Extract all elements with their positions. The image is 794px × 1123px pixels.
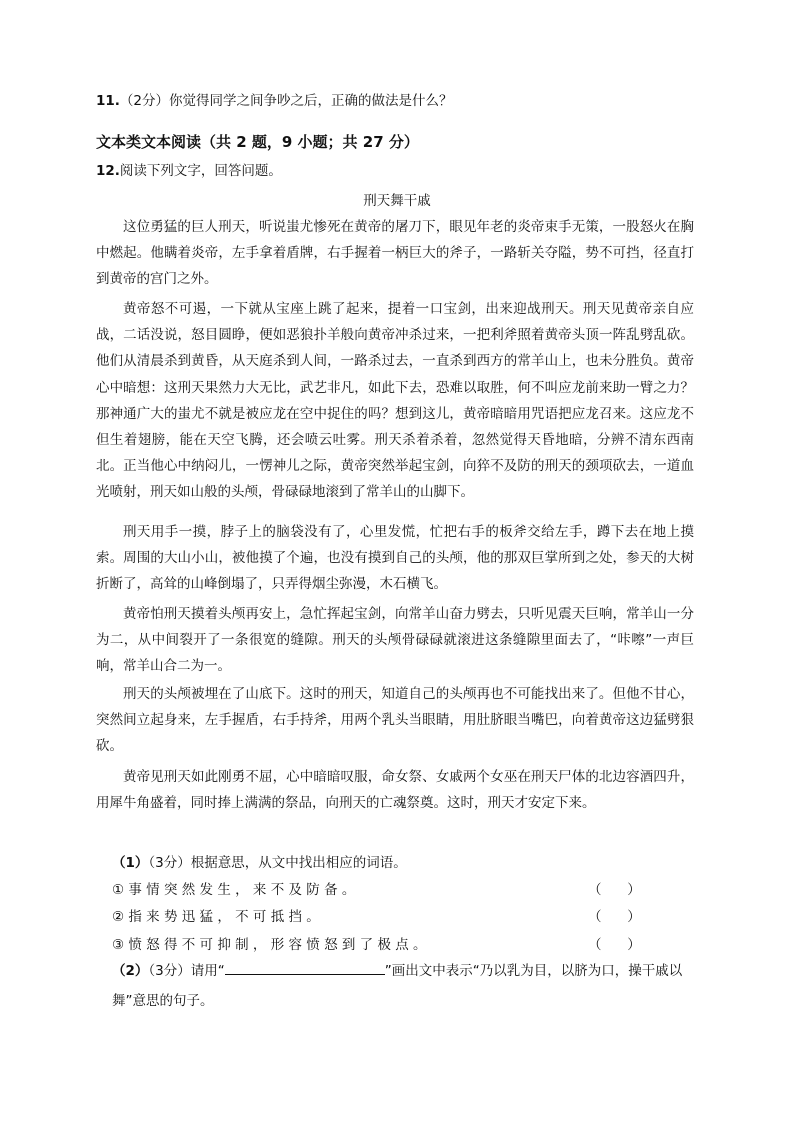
sub-question-2-text-after: ”画出文中表示“乃以乳为目，以脐为口，操干戚以舞”意思的句子。: [112, 963, 683, 1009]
question-12-instruction: 阅读下列文字，回答问题。: [119, 163, 282, 179]
section-heading: 文本类文本阅读（共 2 题，9 小题；共 27 分）: [96, 133, 419, 151]
question-12-number: 12.: [96, 163, 120, 179]
sub-question-1-text: （3分）根据意思，从文中找出相应的词语。: [148, 855, 407, 871]
question-11-text: （2分）你觉得同学之间争吵之后，正确的做法是什么？: [119, 93, 453, 109]
sub-question-2-text-before: （3分）请用“: [148, 963, 225, 979]
answer-blank-2[interactable]: （ ）: [588, 909, 641, 925]
sub-question-1-item-2: ② 指 来 势 迅 猛 ， 不 可 抵 挡 。: [112, 909, 320, 925]
sub-question-2: [112, 956, 694, 1016]
article-paragraph-5: 刑天的头颅被埋在了山底下。这时的刑天，知道自己的头颅再也不可能找出来了。但他不甘心，突然间立起身来，左手握盾，右手持斧，用两个乳头当眼睛，用肚脐眼当嘴巴，向着黄帝这边猛劈狠砍。: [96, 686, 694, 755]
question-11-number: 11.: [96, 93, 120, 109]
article-paragraph-2: 黄帝怒不可遏，一下就从宝座上跳了起来，提着一口宝剑，出来迎战刑天。刑天见黄帝亲自应战，二话没说，怒目圆睁，便如恶狼扑羊般向黄帝冲杀过来，一把利斧照着黄帝头顶一阵乱劈乱砍。他们从清晨杀到黄昏，从天庭杀到人间，一路杀过去，一直杀到西方的常羊山上，也未分胜负。黄帝心中暗想：这刑天果然力大无比，武艺非凡，如此下去，恐难以取胜，何不叫应龙前来助一臂之力？那神通广大的蚩尤不就是被应龙在空中捉住的吗？想到这儿，黄帝暗暗用咒语把应龙召来。这应龙不但生着翅膀，能在天空飞腾，还会喷云吐雾。刑天杀着杀着，忽然觉得天昏地暗，分辨不清东西南北。正当他心中纳闷儿，一愣神儿之际，黄帝突然举起宝剑，向猝不及防的刑天的颈项砍去，一道血光喷射，刑天如山般的头颅，骨碌碌地滚到了常羊山的山脚下。: [96, 301, 694, 501]
sub-question-1-item-1: ① 事 情 突 然 发 生 ， 来 不 及 防 备 。: [112, 882, 356, 898]
sub-question-1-item-3: ③ 愤 怒 得 不 可 抑 制 ， 形 容 愤 怒 到 了 极 点 。: [112, 937, 427, 953]
underline-sample: [225, 962, 385, 975]
article-paragraph-1: 这位勇猛的巨人刑天，听说蚩尤惨死在黄帝的屠刀下，眼见年老的炎帝束手无策，一股怒火在胸中燃起。他瞒着炎帝，左手拿着盾牌，右手握着一柄巨大的斧子，一路斩关夺隘，势不可挡，径直打到黄帝的宫门之外。: [96, 219, 694, 288]
article-title: 刑天舞干戚: [363, 193, 431, 209]
sub-question-1: [112, 851, 407, 871]
article-paragraph-4: 黄帝怕刑天摸着头颅再安上，急忙挥起宝剑，向常羊山奋力劈去，只听见震天巨响，常羊山一分为二，从中间裂开了一条很宽的缝隙。刑天的头颅骨碌碌就滚进这条缝隙里面去了，“咔嚓”一声巨响，常羊山合二为一。: [96, 606, 694, 675]
article-paragraph-6: 黄帝见刑天如此刚勇不屈，心中暗暗叹服，命女祭、女戚两个女巫在刑天尸体的北边容酒四升，用犀牛角盛着，同时捧上满满的祭品，向刑天的亡魂祭奠。这时，刑天才安定下来。: [96, 769, 694, 812]
question-12: [96, 161, 282, 181]
sub-question-1-label: （1）: [112, 855, 149, 871]
answer-blank-3[interactable]: （ ）: [588, 937, 641, 953]
sub-question-2-label: （2）: [112, 963, 149, 979]
question-11: [96, 91, 453, 111]
answer-blank-1[interactable]: （ ）: [588, 882, 641, 898]
article-paragraph-3: 刑天用手一摸，脖子上的脑袋没有了，心里发慌，忙把右手的板斧交给左手，蹲下去在地上摸索。周围的大山小山，被他摸了个遍，也没有摸到自己的头颅，他的那双巨掌所到之处，参天的大树折断了，高耸的山峰倒塌了，只弄得烟尘弥漫，木石横飞。: [96, 524, 694, 593]
